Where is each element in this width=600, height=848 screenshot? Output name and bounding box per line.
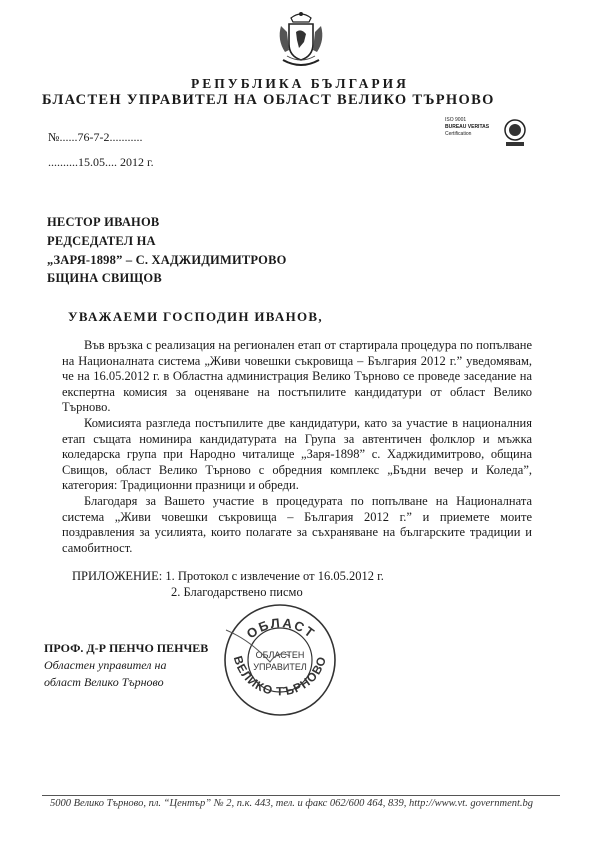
signatory-title-2: област Велико Търново	[44, 675, 164, 689]
recipient-municipality: БЩИНА СВИЩОВ	[47, 271, 162, 285]
authority-title: БЛАСТЕН УПРАВИТЕЛ НА ОБЛАСТ ВЕЛИКО ТЪРНОВО	[42, 92, 495, 108]
letter-body	[62, 338, 532, 556]
bureau-veritas-logo-icon	[503, 117, 527, 147]
recipient-organization: „ЗАРЯ-1898” – С. ХАДЖИДИМИТРОВО	[47, 253, 287, 267]
coat-of-arms-icon	[273, 10, 329, 74]
attachment-item-2: 2. Благодарствено писмо	[171, 585, 303, 599]
stamp-center-text-1: ОБЛАСТЕН	[255, 650, 305, 660]
cert-label: Certification	[445, 131, 472, 137]
stamp-top-text: ОБЛАСТ	[243, 615, 319, 642]
official-stamp	[220, 600, 340, 720]
signatory-name: ПРОФ. Д-Р ПЕНЧО ПЕНЧЕВ	[44, 641, 209, 655]
svg-text:ВЕЛИКО ТЪРНОВО	[231, 654, 330, 698]
signature-block	[44, 640, 208, 691]
attachment-item-1: 1. Протокол с извлечение от 16.05.2012 г.	[165, 569, 384, 583]
certification-badge	[445, 117, 527, 151]
footer-divider	[42, 795, 560, 796]
reference-number: №......76-7-2...........	[48, 130, 143, 144]
body-paragraph-1: Във връзка с реализация на регионален етап от стартирала процедура по попълване на Националната система „Живи човешки съкровища – България 2012 г.” уведомявам, че на 16.05.2012 г. в Областна администрация Велико Търново се проведе заседание на експертна комисия за оценяване на постъпилите кандидатури от област Велико Търново.	[62, 338, 532, 415]
footer-contact: 5000 Велико Търново, пл. “Център” № 2, п.к. 443, тел. и факс 062/600 464, 839, http://www.vt. government.bg	[50, 798, 534, 809]
cert-bureau: BUREAU VERITAS	[445, 124, 490, 130]
recipient-name: НЕСТОР ИВАНОВ	[47, 215, 160, 229]
svg-text:ОБЛАСТ	[244, 615, 319, 641]
cert-iso: ISO 9001	[445, 117, 467, 123]
salutation: УВАЖАЕМИ ГОСПОДИН ИВАНОВ,	[68, 309, 323, 324]
body-paragraph-2: Комисията разгледа постъпилите две кандидатури, като за участие в националния етап същата номинира кандидатурата на Група за автентичен фолклор и мъжка коледарска група при Народно читалище „Заря-1898” с. Хаджидимитрово, община Свищов, област Велико Търново с обредния комплекс „Бъдни вечер и Коледа”, категория: Традиционни празници и обреди.	[62, 415, 532, 493]
country-title: РЕПУБЛИКА БЪЛГАРИЯ	[191, 76, 409, 91]
signatory-title-1: Областен управител на	[44, 658, 167, 672]
stamp-bottom-text: ВЕЛИКО ТЪРНОВО	[230, 654, 330, 699]
recipient-position: РЕДСЕДАТЕЛ НА	[47, 234, 156, 248]
body-paragraph-3: Благодаря за Вашето участие в процедурата по попълване на Националната система „Живи човешки съкровища – България 2012 г.” и приемете моите поздравления за усилията, които полагате за съхраняване на българските традиции и самобитност.	[62, 493, 532, 555]
stamp-center-text-2: УПРАВИТЕЛ	[253, 662, 307, 672]
reference-date: ..........15.05.... 2012 г.	[48, 155, 154, 169]
attachments-label: ПРИЛОЖЕНИЕ:	[72, 569, 163, 583]
attachments	[72, 568, 384, 600]
